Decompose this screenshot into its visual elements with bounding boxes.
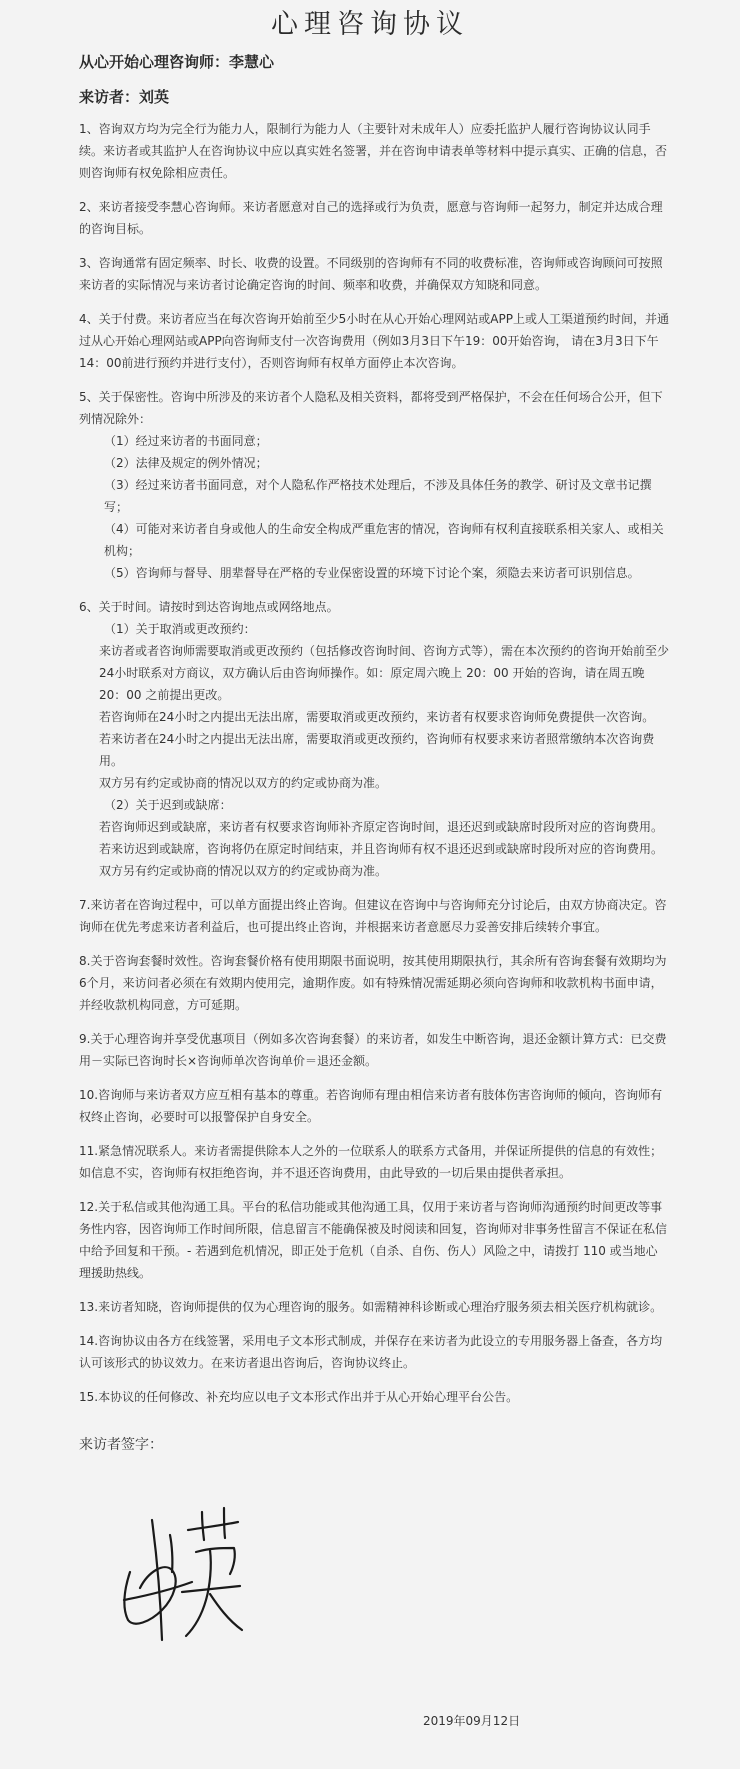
- clause-5-item: （1）经过来访者的书面同意；: [104, 434, 268, 448]
- clause-6-sub1-title: （1）关于取消或更改预约：: [104, 622, 256, 636]
- clause-3: 3、咨询通常有固定频率、时长、收费的设置。不同级别的咨询师有不同的收费标准，咨询师或咨询顾问可按照来访者的实际情况与来访者讨论确定咨询的时间、频率和收费，并确保双方知晓和同意。: [79, 256, 663, 292]
- visitor-line: 来访者：刘英: [79, 88, 170, 106]
- clause-6: 6、关于时间。请按时到达咨询地点或网络地点。: [79, 600, 339, 614]
- signature-label: 来访者签字：: [79, 1437, 163, 1453]
- clause-5-item: （2）法律及规定的例外情况；: [104, 456, 268, 470]
- clause-6-sub1-line: 若来访者在24小时之内提出无法出席，需要取消或更改预约，咨询师有权要求来访者照常缴纳本次咨询费用。: [99, 732, 655, 768]
- clause-15: 15.本协议的任何修改、补充均应以电子文本形式作出并于从心开始心理平台公告。: [79, 1390, 519, 1404]
- clause-4: 4、关于付费。来访者应当在每次咨询开始前至少5小时在从心开始心理网站或APP上或人工渠道预约时间，并通过从心开始心理网站或APP向咨询师支付一次咨询费用（例如3月3日下午19：00开始咨询， 请在3月3日下午14：00前进行预约并进行支付），否则咨询师有权单方面停止本次咨询。: [79, 312, 669, 370]
- clause-6-sub1-body: 来访者或者咨询师需要取消或更改预约（包括修改咨询时间、咨询方式等），需在本次预约的咨询开始前至少24小时联系对方商议，双方确认后由咨询师操作。如：原定周六晚上 20：00 开始的咨询，请在周五晚 20：00 之前提出更改。: [99, 644, 670, 702]
- clause-6-sub2-line: 双方另有约定或协商的情况以双方的约定或协商为准。: [99, 864, 388, 878]
- clause-13: 13.来访者知晓，咨询师提供的仅为心理咨询的服务。如需精神科诊断或心理治疗服务须去相关医疗机构就诊。: [79, 1300, 663, 1314]
- clause-6-sub2-title: （2）关于迟到或缺席：: [104, 798, 232, 812]
- agreement-body: [79, 118, 669, 1420]
- clause-6-sub2-line: 若咨询师迟到或缺席，来访者有权要求咨询师补齐原定咨询时间，退还迟到或缺席时段所对应的咨询费用。: [99, 820, 664, 834]
- clause-12: 12.关于私信或其他沟通工具。平台的私信功能或其他沟通工具，仅用于来访者与咨询师沟通预约时间更改等事务性内容，因咨询师工作时间所限，信息留言不能确保被及时阅读和回复，咨询师对非事务性留言不保证在私信中给予回复和干预。- 若遇到危机情况，即正处于危机（自杀、自伤、伤人）风险之中，请拨打 110 或当地心理援助热线。: [79, 1200, 668, 1280]
- clause-6-sub1-line: 若咨询师在24小时之内提出无法出席，需要取消或更改预约，来访者有权要求咨询师免费提供一次咨询。: [99, 710, 655, 724]
- counselor-line: 从心开始心理咨询师：李慧心: [79, 53, 275, 71]
- clause-10: 10.咨询师与来访者双方应互相有基本的尊重。若咨询师有理由相信来访者有肢体伤害咨询师的倾向，咨询师有权终止咨询，必要时可以报警保护自身安全。: [79, 1088, 663, 1124]
- clause-5-item: （4）可能对来访者自身或他人的生命安全构成严重危害的情况，咨询师有权利直接联系相关家人、或相关机构；: [104, 522, 664, 558]
- signature-date: 2019年09月12日: [423, 1714, 521, 1728]
- clause-5: 5、关于保密性。咨询中所涉及的来访者个人隐私及相关资料，都将受到严格保护，不会在任何场合公开，但下列情况除外：: [79, 390, 663, 426]
- clause-6-sub2-line: 若来访迟到或缺席，咨询将仍在原定时间结束，并且咨询师有权不退还迟到或缺席时段所对应的咨询费用。: [99, 842, 664, 856]
- clause-5-item: （3）经过来访者书面同意，对个人隐私作严格技术处理后，不涉及具体任务的教学、研讨及文章书记撰写；: [104, 478, 652, 514]
- handwritten-signature: [110, 1490, 260, 1660]
- page-title: 心理咨询协议: [271, 9, 469, 40]
- clause-11: 11.紧急情况联系人。来访者需提供除本人之外的一位联系人的联系方式备用，并保证所提供的信息的有效性；如信息不实，咨询师有权拒绝咨询，并不退还咨询费用，由此导致的一切后果由提供者承担。: [79, 1144, 663, 1180]
- clause-5-item: （5）咨询师与督导、朋辈督导在严格的专业保密设置的环境下讨论个案，须隐去来访者可识别信息。: [104, 566, 640, 580]
- clause-8: 8.关于咨询套餐时效性。咨询套餐价格有使用期限书面说明，按其使用期限执行，其余所有咨询套餐有效期均为6个月，来访问者必须在有效期内使用完，逾期作废。如有特殊情况需延期必须向咨询师和收款机构书面申请，并经收款机构同意，方可延期。: [79, 954, 667, 1012]
- clause-6-sub1-line: 双方另有约定或协商的情况以双方的约定或协商为准。: [99, 776, 388, 790]
- clause-2: 2、来访者接受李慧心咨询师。来访者愿意对自己的选择或行为负责，愿意与咨询师一起努力，制定并达成合理的咨询目标。: [79, 200, 663, 236]
- clause-7: 7.来访者在咨询过程中，可以单方面提出终止咨询。但建议在咨询中与咨询师充分讨论后，由双方协商决定。咨询师在优先考虑来访者利益后，也可提出终止咨询，并根据来访者意愿尽力妥善安排后续转介事宜。: [79, 898, 667, 934]
- clause-14: 14.咨询协议由各方在线签署，采用电子文本形式制成，并保存在来访者为此设立的专用服务器上备查，各方均认可该形式的协议效力。在来访者退出咨询后，咨询协议终止。: [79, 1334, 663, 1370]
- clause-1: 1、咨询双方均为完全行为能力人，限制行为能力人（主要针对未成年人）应委托监护人履行咨询协议认同手续。来访者或其监护人在咨询协议中应以真实姓名签署，并在咨询申请表单等材料中提示真实、正确的信息，否则咨询师有权免除相应责任。: [79, 122, 668, 180]
- clause-9: 9.关于心理咨询并享受优惠项目（例如多次咨询套餐）的来访者，如发生中断咨询，退还金额计算方式：已交费用－实际已咨询时长×咨询师单次咨询单价＝退还金额。: [79, 1032, 667, 1068]
